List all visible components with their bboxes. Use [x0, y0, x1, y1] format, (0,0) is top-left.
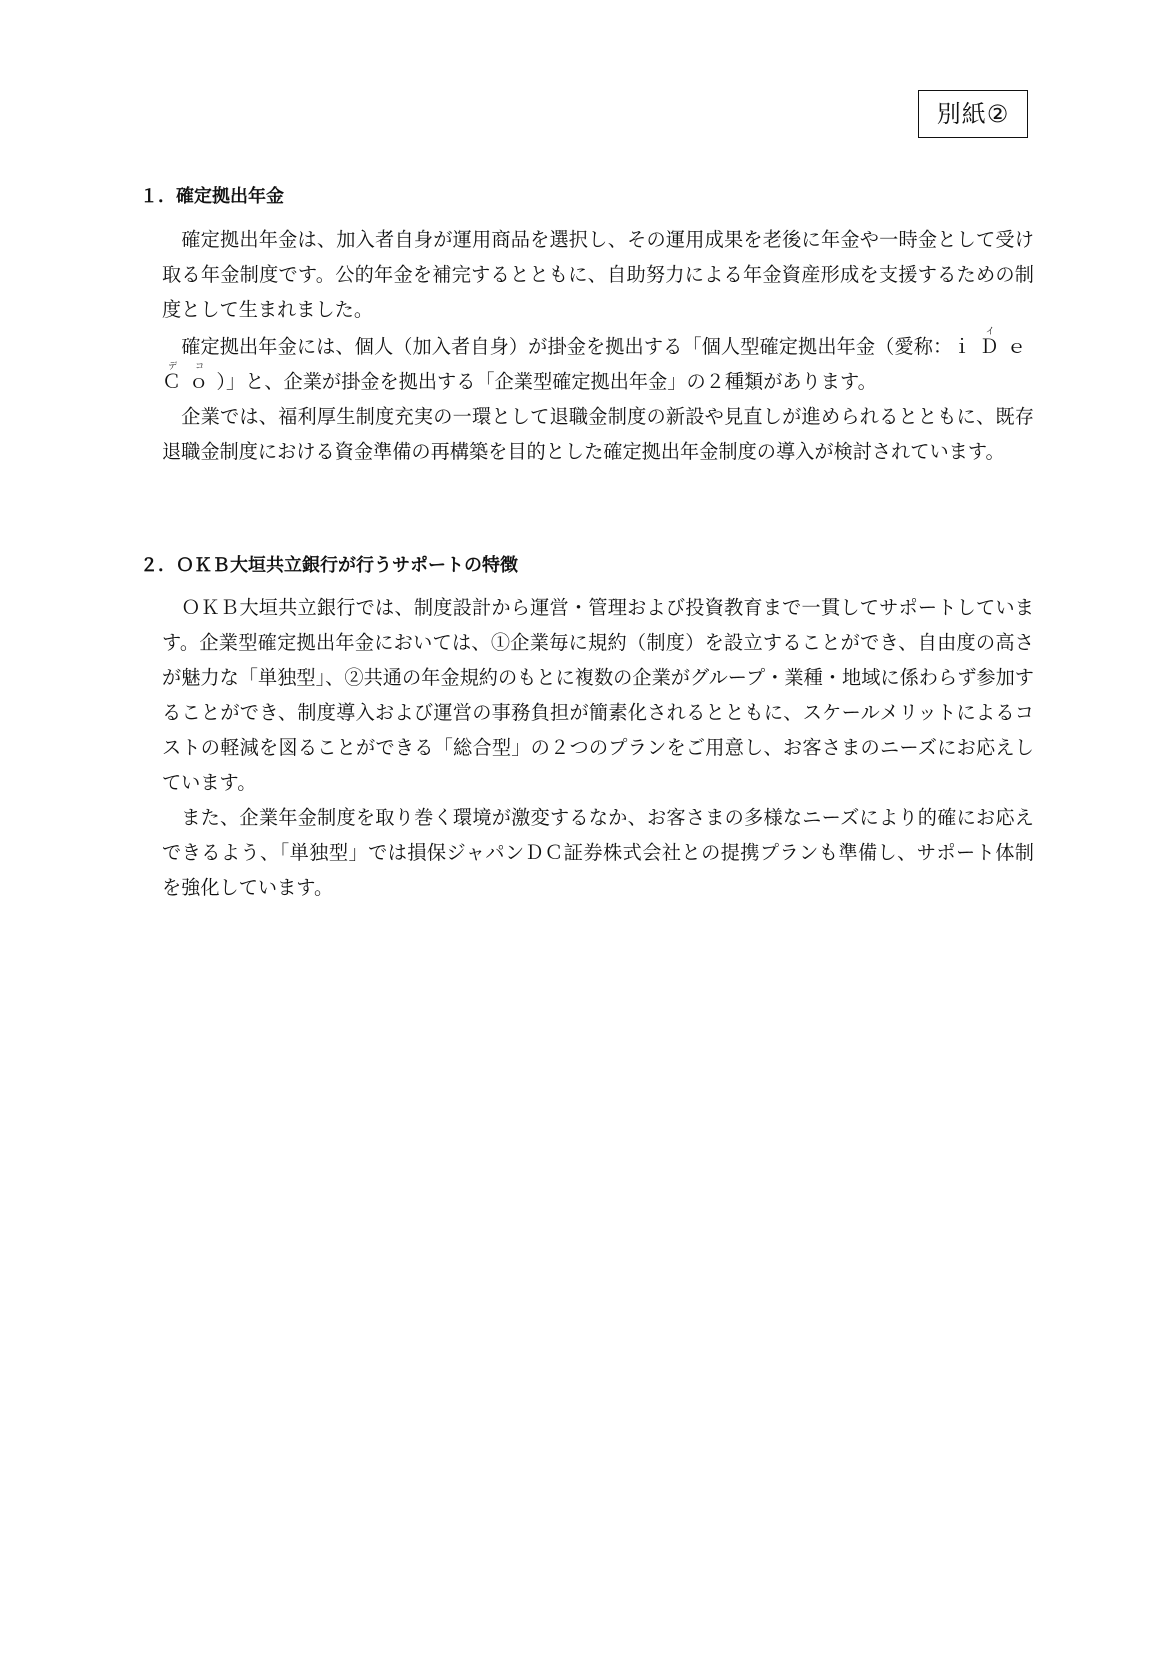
- ideco-ruby: イデコ: [162, 327, 1034, 372]
- section-2-heading: [140, 554, 518, 578]
- section-1-paragraph-2-start: 確定拠出年金には、個人（加入者自身）が掛金を拠出する「個人型確定拠出年金（愛称：: [181, 335, 953, 358]
- section-1-paragraph-2-end: ）」と、企業が掛金を拠出する「企業型確定拠出年金」の２種類があります。: [216, 370, 877, 393]
- section-2-body: [162, 590, 1034, 905]
- section-1-paragraph-3: 企業では、福利厚生制度充実の一環として退職金制度の新設や見直しが進められるとともに、既存退職金制度における資金準備の再構築を目的とした確定拠出年金制度の導入が検討されています。: [162, 405, 1034, 463]
- section-2-number: ２．: [140, 555, 176, 576]
- ideco-term: ｉＤｅＣｏイデコ: [162, 327, 1035, 393]
- section-1-number: １．: [140, 186, 176, 207]
- section-2-paragraph-2: また、企業年金制度を取り巻く環境が激変するなか、お客さまの多様なニーズにより的確にお応えできるよう、「単独型」では損保ジャパンＤＣ証券株式会社との提携プランも準備し、サポート体制を強化しています。: [162, 806, 1034, 899]
- section-1-paragraph-2: [162, 327, 1034, 399]
- section-1-body: [162, 222, 1034, 469]
- section-1-title: 確定拠出年金: [176, 186, 284, 207]
- attachment-label: 別紙②: [918, 90, 1028, 138]
- section-1-paragraph-1: 確定拠出年金は、加入者自身が運用商品を選択し、その運用成果を老後に年金や一時金として受け取る年金制度です。公的年金を補完するとともに、自助努力による年金資産形成を支援するための制度として生まれました。: [162, 228, 1034, 321]
- section-2-paragraph-1: ＯＫＢ大垣共立銀行では、制度設計から運営・管理および投資教育まで一貫してサポートしています。企業型確定拠出年金においては、①企業毎に規約（制度）を設立することができ、自由度の高さが魅力な「単独型」、②共通の年金規約のもとに複数の企業がグループ・業種・地域に係わらず参加することができ、制度導入および運営の事務負担が簡素化されるとともに、スケールメリットによるコストの軽減を図ることができる「総合型」の２つのプランをご用意し、お客さまのニーズにお応えしています。: [162, 596, 1034, 794]
- section-2-title: ＯＫＢ大垣共立銀行が行うサポートの特徴: [176, 555, 518, 576]
- section-1-heading: [140, 185, 284, 209]
